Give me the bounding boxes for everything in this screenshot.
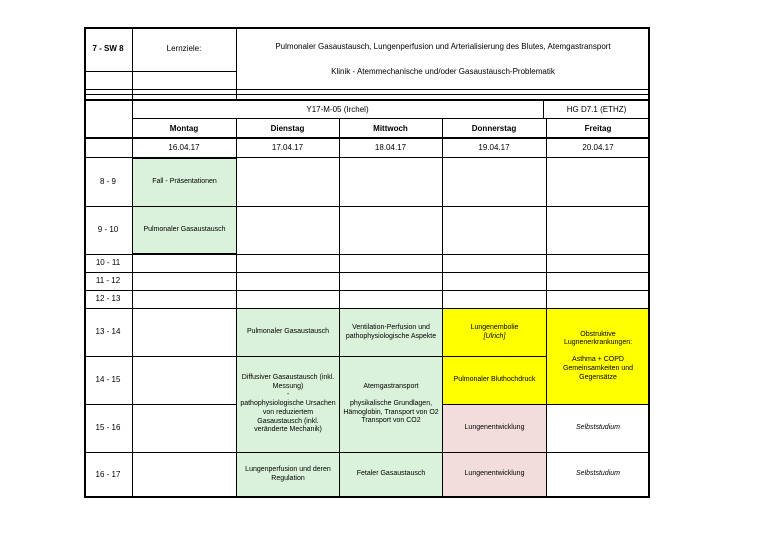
grid-line [339,118,340,498]
event-tue-14-title: Diffusiver Gasaustausch (inkl. Messung) [241,373,335,390]
event-fri-13-detail: Asthma + COPD Gemeinsamkeiten und Gegensätze [562,356,634,381]
event-thu-pulmonaler-bluthochdruck[interactable]: Pulmonaler Bluthochdruck [442,356,547,405]
event-wed-14-detail: physikalische Grundlagen, Hämoglobin, Transport von O2 Transport von CO2 [343,399,439,425]
day-name-thursday: Donnerstag [471,123,517,133]
grid-line [546,118,547,498]
day-name-friday: Freitag [584,123,612,133]
grid-line [84,27,650,29]
week-label: 7 - SW 8 [92,44,124,53]
event-wed-ventilation-perfusion[interactable]: Ventilation-Perfusion und pathophysiologische Aspekte [339,308,443,357]
event-mon-fall-praesentationen[interactable]: Fall - Präsentationen [132,158,237,207]
grid-line [84,356,236,357]
objective-2: Klinik - Atemmechanische und/oder Gasaustausch-Problematik [331,67,555,76]
event-tue-14-separator: - [286,391,290,399]
event-tue-14-detail: pathophysiologische Ursachen von reduziertem Gasaustausch (inkl. veränderte Mechanik) [240,400,336,434]
time-slot: 9 - 10 [97,225,119,234]
grid-line [84,99,650,101]
objective-1: Pulmonaler Gasaustausch, Lungenperfusion und Arterialisierung des Blutes, Atemgastransport [275,42,611,51]
day-date-tuesday: 17.04.17 [271,143,304,152]
event-thu-13-title: Lungenembolie [470,323,519,331]
grid-line [84,496,650,498]
grid-line [132,118,650,119]
event-thu-lungenembolie[interactable] [442,308,547,357]
day-date-friday: 20.04.17 [582,143,614,152]
time-slot: 10 - 11 [95,258,121,267]
grid-line [84,27,86,498]
grid-line [84,71,236,72]
day-name-wednesday: Mittwoch [373,123,408,133]
day-date-monday: 16.04.17 [168,143,200,152]
grid-line [84,254,650,255]
time-slot: 16 - 17 [95,469,121,479]
grid-line [84,452,650,453]
schedule-sheet [84,27,650,497]
event-thu-lungenentwicklung-15[interactable]: Lungenentwicklung [442,404,547,453]
time-slot: 14 - 15 [95,375,121,384]
grid-line [648,27,650,498]
event-tue-lungenperfusion[interactable]: Lungenperfusion und deren Regulation [236,452,340,497]
event-tue-diffusiver-gasaustausch[interactable] [236,356,340,453]
day-date-wednesday: 18.04.17 [374,143,407,152]
grid-line [132,27,133,498]
time-slot: 13 - 14 [95,327,121,336]
grid-line [236,118,237,498]
event-fri-selbststudium-15[interactable]: Selbststudium [576,423,620,431]
time-slot: 12 - 13 [95,294,121,303]
event-mon-pulmonaler-gasaustausch[interactable]: Pulmonaler Gasaustausch [132,206,237,254]
day-name-monday: Montag [169,123,199,133]
event-fri-obstruktive-lungenerkrankungen[interactable] [546,308,650,405]
day-date-thursday: 19.04.17 [478,143,510,152]
grid-line [84,94,650,95]
grid-line [442,118,443,498]
objectives-label: Lernziele: [166,44,202,53]
time-slot: 11 - 12 [95,276,121,285]
grid-line [84,137,650,139]
event-fri-selbststudium-16[interactable]: Selbststudium [576,470,620,478]
grid-line [84,272,650,273]
grid-line [84,89,650,90]
event-thu-13-lecturer: [Ulrich] [483,332,506,340]
grid-line [84,404,236,405]
time-slot: 8 - 9 [99,177,116,186]
grid-line [543,101,544,119]
grid-line [84,290,650,291]
main-room: Y17-M-05 (Irchel) [306,105,369,114]
friday-room: HG D7.1 (ETHZ) [566,105,627,114]
grid-line [84,308,650,309]
event-wed-14-title: Atemgastransport [363,383,419,390]
event-tue-pulmonaler-gasaustausch[interactable]: Pulmonaler Gasaustausch [236,308,340,357]
event-wed-atemgastransport[interactable] [339,356,443,453]
day-name-tuesday: Dienstag [270,123,305,133]
event-thu-lungenentwicklung-16[interactable]: Lungenentwicklung [442,452,547,497]
grid-line [84,206,650,207]
event-wed-fetaler-gasaustausch[interactable]: Fetaler Gasaustausch [339,452,443,497]
event-fri-13-title: Obstruktive Lugnenerkrankungen: [563,330,633,347]
grid-line [236,27,237,101]
grid-line [84,157,650,158]
time-slot: 15 - 16 [95,423,121,432]
